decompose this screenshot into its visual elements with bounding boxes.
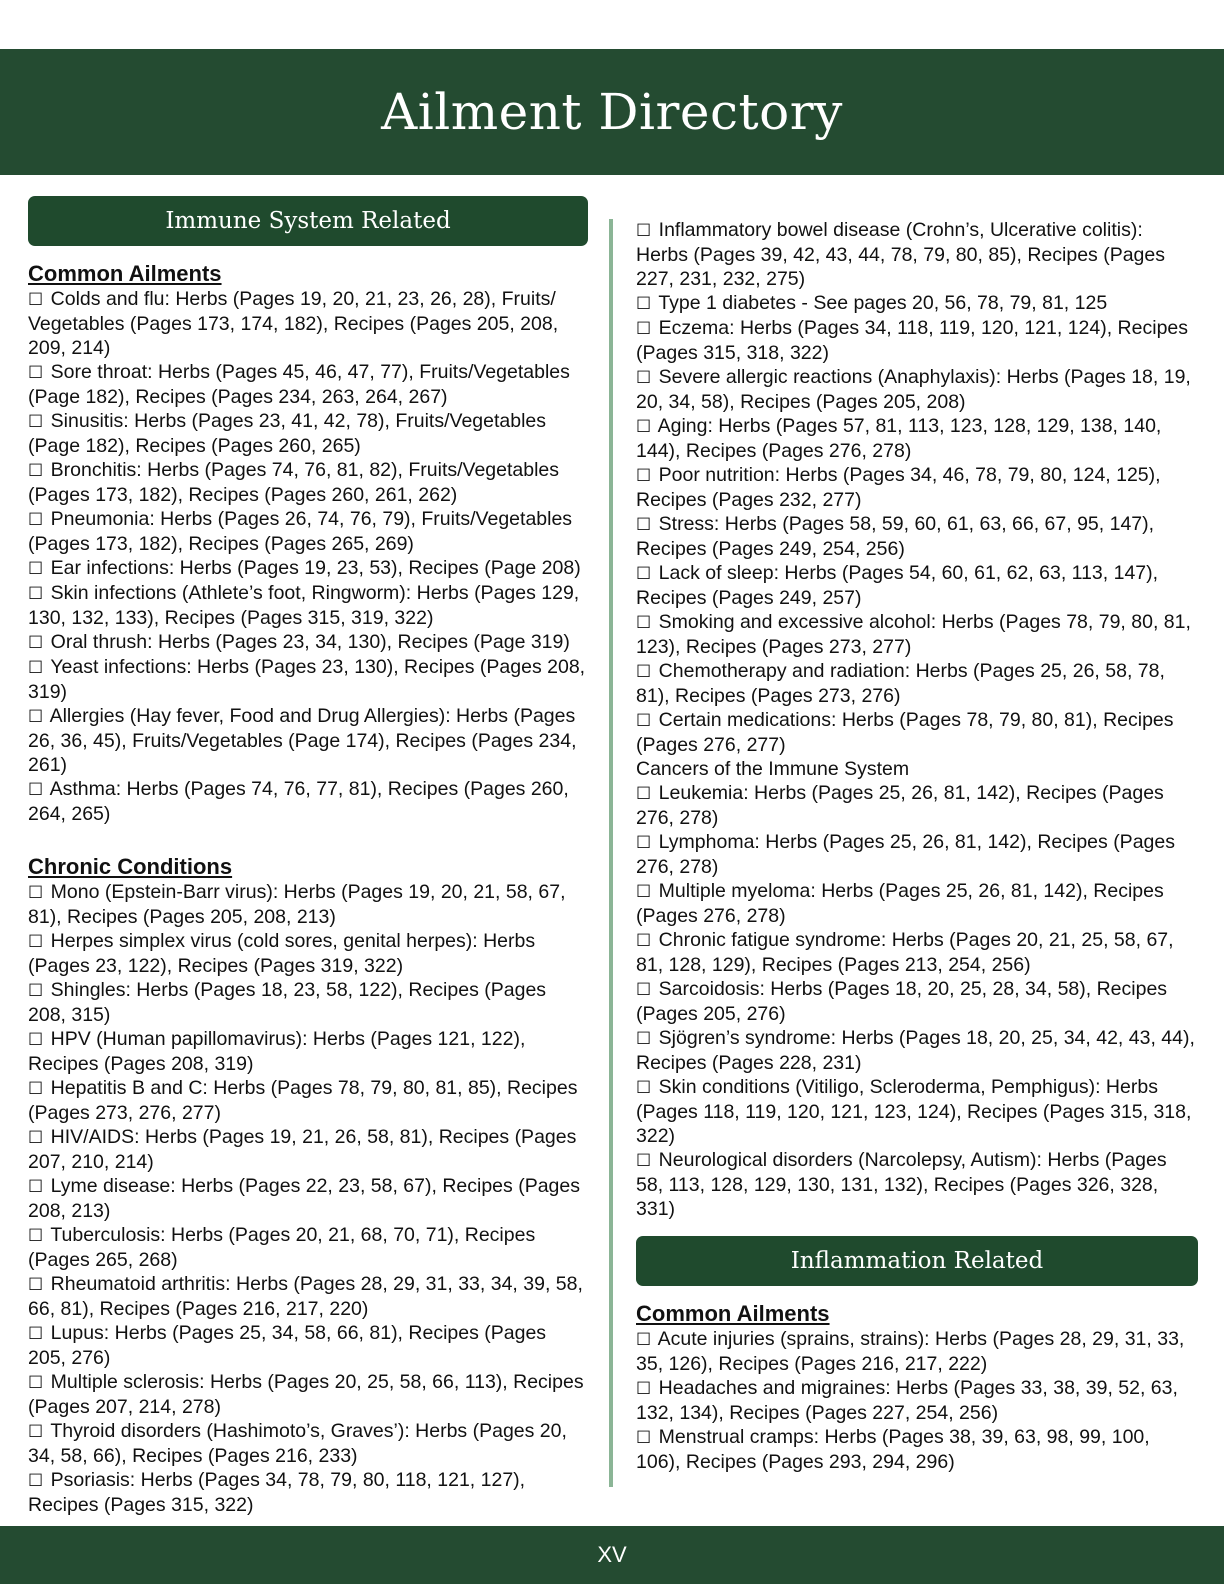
checkbox-icon[interactable]: ☐ <box>28 1422 44 1442</box>
list-item-text: Poor nutrition: Herbs (Pages 34, 46, 78, 79, 80, 124, 125), Recipes (Pages 232, 277) <box>636 464 1161 511</box>
list-item <box>28 1174 588 1223</box>
list-item-text: Sore throat: Herbs (Pages 45, 46, 47, 77), Fruits/Vegetables (Page 182), Recipes (Pages 234, 263, 264, 267) <box>28 361 570 408</box>
checkbox-icon[interactable]: ☐ <box>28 461 44 481</box>
list-item-text: Mono (Epstein-Barr virus): Herbs (Pages 19, 20, 21, 58, 67, 81), Recipes (Pages 205, 208, 213) <box>28 881 566 928</box>
list-item <box>28 556 588 581</box>
checkbox-icon[interactable]: ☐ <box>28 981 44 1001</box>
checkbox-icon[interactable]: ☐ <box>636 931 652 951</box>
list-item <box>636 1376 1198 1425</box>
list-item <box>636 316 1198 365</box>
list-item-text: Thyroid disorders (Hashimoto’s, Graves’): Herbs (Pages 20, 34, 58, 66), Recipes (Pages 216, 233) <box>28 1420 567 1467</box>
list-item-text: Inflammatory bowel disease (Crohn’s, Ulcerative colitis): Herbs (Pages 39, 42, 43, 44, 78, 79, 80, 85), Recipes (Pages 227, 231, 232, 275) <box>636 219 1165 290</box>
list-item <box>636 1075 1198 1148</box>
list-item <box>636 610 1198 659</box>
list-item-text: Headaches and migraines: Herbs (Pages 33, 38, 39, 52, 63, 132, 134), Recipes (Pages 227, 254, 256) <box>636 1377 1178 1424</box>
list-item-text: Eczema: Herbs (Pages 34, 118, 119, 120, 121, 124), Recipes (Pages 315, 318, 322) <box>636 317 1189 364</box>
list-item-text: HIV/AIDS: Herbs (Pages 19, 21, 26, 58, 81), Recipes (Pages 207, 210, 214) <box>28 1126 577 1173</box>
page-title: Ailment Directory <box>381 83 843 141</box>
checkbox-icon[interactable]: ☐ <box>28 658 44 678</box>
checkbox-icon[interactable]: ☐ <box>28 780 44 800</box>
chronic-conditions-heading: Chronic Conditions <box>28 854 233 879</box>
list-item-text: Ear infections: Herbs (Pages 19, 23, 53), Recipes (Page 208) <box>50 557 581 579</box>
list-item-text: Colds and flu: Herbs (Pages 19, 20, 21, 23, 26, 28), Fruits/ Vegetables (Pages 173, 174, 182), Recipes (Pages 205, 208, 209, 214) <box>28 288 559 359</box>
list-item-text: Neurological disorders (Narcolepsy, Autism): Herbs (Pages 58, 113, 128, 129, 130, 131, 132), Recipes (Pages 326, 328, 331) <box>636 1149 1167 1220</box>
list-item <box>636 365 1198 414</box>
list-item-text: Oral thrush: Herbs (Pages 23, 34, 130), Recipes (Page 319) <box>50 631 570 653</box>
checkbox-icon[interactable]: ☐ <box>28 1275 44 1295</box>
checkbox-icon[interactable]: ☐ <box>636 319 652 339</box>
list-item <box>28 581 588 630</box>
list-item <box>636 291 1198 316</box>
list-item-text: Bronchitis: Herbs (Pages 74, 76, 81, 82), Fruits/Vegetables (Pages 173, 182), Recipes (Pages 260, 261, 262) <box>28 459 560 506</box>
list-item-text: Lupus: Herbs (Pages 25, 34, 58, 66, 81), Recipes (Pages 205, 276) <box>28 1322 547 1369</box>
list-item-text: Leukemia: Herbs (Pages 25, 26, 81, 142), Recipes (Pages 276, 278) <box>636 782 1164 829</box>
list-item <box>636 1327 1198 1376</box>
list-item <box>28 777 588 826</box>
checkbox-icon[interactable]: ☐ <box>28 707 44 727</box>
header-band <box>0 49 1224 175</box>
list-item <box>636 781 1198 830</box>
immune-system-banner: Immune System Related <box>28 196 588 246</box>
list-item-text: Aging: Herbs (Pages 57, 81, 113, 123, 128, 129, 138, 140, 144), Recipes (Pages 276, 278) <box>636 415 1162 462</box>
list-item-text: Chronic fatigue syndrome: Herbs (Pages 20, 21, 25, 58, 67, 81, 128, 129), Recipes (Pages 213, 254, 256) <box>636 929 1174 976</box>
list-item-text: Yeast infections: Herbs (Pages 23, 130), Recipes (Pages 208, 319) <box>28 656 586 703</box>
list-item <box>636 659 1198 708</box>
cancers-list <box>636 781 1198 1221</box>
checkbox-icon[interactable]: ☐ <box>28 1324 44 1344</box>
checkbox-icon[interactable]: ☐ <box>28 510 44 530</box>
checkbox-icon[interactable]: ☐ <box>636 515 652 535</box>
column-divider <box>609 219 613 1487</box>
list-item <box>28 655 588 704</box>
checkbox-icon[interactable]: ☐ <box>28 1128 44 1148</box>
list-item-text: Rheumatoid arthritis: Herbs (Pages 28, 29, 31, 33, 34, 39, 58, 66, 81), Recipes (Pages 216, 217, 220) <box>28 1273 583 1320</box>
checkbox-icon[interactable]: ☐ <box>636 466 652 486</box>
checkbox-icon[interactable]: ☐ <box>636 294 652 314</box>
common-ailments-heading: Common Ailments <box>28 261 222 286</box>
list-item <box>28 880 588 929</box>
list-item <box>28 1419 588 1468</box>
list-item-text: Hepatitis B and C: Herbs (Pages 78, 79, 80, 81, 85), Recipes (Pages 273, 276, 277) <box>28 1077 578 1124</box>
list-item-text: Acute injuries (sprains, strains): Herbs (Pages 28, 29, 31, 33, 35, 126), Recipes (Pages 216, 217, 222) <box>636 1328 1185 1375</box>
list-item-text: Lymphoma: Herbs (Pages 25, 26, 81, 142), Recipes (Pages 276, 278) <box>636 831 1175 878</box>
list-item <box>636 1148 1198 1221</box>
list-item <box>28 1027 588 1076</box>
list-item <box>28 409 588 458</box>
list-item-text: Sjögren’s syndrome: Herbs (Pages 18, 20, 25, 34, 42, 43, 44), Recipes (Pages 228, 231) <box>636 1027 1195 1074</box>
list-item-text: Certain medications: Herbs (Pages 78, 79, 80, 81), Recipes (Pages 276, 277) <box>636 709 1174 756</box>
list-item-text: Sarcoidosis: Herbs (Pages 18, 20, 25, 28, 34, 58), Recipes (Pages 205, 276) <box>636 978 1168 1025</box>
checkbox-icon[interactable]: ☐ <box>28 290 44 310</box>
checkbox-icon[interactable]: ☐ <box>636 1330 652 1350</box>
list-item <box>28 507 588 556</box>
list-item <box>636 879 1198 928</box>
list-item <box>636 977 1198 1026</box>
checkbox-icon[interactable]: ☐ <box>636 613 652 633</box>
list-item-text: Skin conditions (Vitiligo, Scleroderma, Pemphigus): Herbs (Pages 118, 119, 120, 121, 123, 124), Recipes (Pages 315, 318, 322) <box>636 1076 1192 1147</box>
checkbox-icon[interactable]: ☐ <box>636 980 652 1000</box>
list-item-text: Stress: Herbs (Pages 58, 59, 60, 61, 63, 66, 67, 95, 147), Recipes (Pages 249, 254, 256) <box>636 513 1155 560</box>
list-item-text: Type 1 diabetes - See pages 20, 56, 78, 79, 81, 125 <box>658 292 1108 314</box>
list-item-text: Severe allergic reactions (Anaphylaxis): Herbs (Pages 18, 19, 20, 34, 58), Recipes (Pages 205, 208) <box>636 366 1191 413</box>
list-item <box>28 1223 588 1272</box>
checkbox-icon[interactable]: ☐ <box>28 559 44 579</box>
list-item <box>636 218 1198 291</box>
checkbox-icon[interactable]: ☐ <box>28 883 44 903</box>
list-item-text: Lack of sleep: Herbs (Pages 54, 60, 61, 62, 63, 113, 147), Recipes (Pages 249, 257) <box>636 562 1159 609</box>
checkbox-icon[interactable]: ☐ <box>28 1079 44 1099</box>
list-item <box>28 1370 588 1419</box>
inflammation-banner: Inflammation Related <box>636 1236 1198 1286</box>
checkbox-icon[interactable]: ☐ <box>636 1151 652 1171</box>
left-column <box>28 196 588 1517</box>
right-column <box>636 218 1198 1474</box>
list-item <box>636 512 1198 561</box>
checkbox-icon[interactable]: ☐ <box>28 1226 44 1246</box>
list-item <box>636 561 1198 610</box>
list-item-text: Multiple myeloma: Herbs (Pages 25, 26, 81, 142), Recipes (Pages 276, 278) <box>636 880 1164 927</box>
checkbox-icon[interactable]: ☐ <box>636 882 652 902</box>
checkbox-icon[interactable]: ☐ <box>636 368 652 388</box>
checkbox-icon[interactable]: ☐ <box>28 633 44 653</box>
list-item <box>28 1321 588 1370</box>
list-item <box>636 1026 1198 1075</box>
list-item <box>28 978 588 1027</box>
checkbox-icon[interactable]: ☐ <box>28 412 44 432</box>
list-item <box>28 1076 588 1125</box>
common-ailments-list <box>28 287 588 826</box>
checkbox-icon[interactable]: ☐ <box>28 363 44 383</box>
list-item <box>28 1272 588 1321</box>
list-item <box>28 360 588 409</box>
checkbox-icon[interactable]: ☐ <box>636 1379 652 1399</box>
list-item-text: Herpes simplex virus (cold sores, genital herpes): Herbs (Pages 23, 122), Recipes (Pages 319, 322) <box>28 930 536 977</box>
list-item-text: Lyme disease: Herbs (Pages 22, 23, 58, 67), Recipes (Pages 208, 213) <box>28 1175 580 1222</box>
checkbox-icon[interactable]: ☐ <box>636 1029 652 1049</box>
footer-band <box>0 1526 1224 1584</box>
list-item <box>28 1468 588 1517</box>
list-item <box>636 708 1198 757</box>
page-number: XV <box>597 1542 627 1567</box>
chronic-conditions-list <box>28 880 588 1517</box>
checkbox-icon[interactable]: ☐ <box>28 584 44 604</box>
list-item <box>28 287 588 360</box>
list-item <box>636 928 1198 977</box>
list-item <box>636 414 1198 463</box>
list-item <box>28 929 588 978</box>
list-item-text: Smoking and excessive alcohol: Herbs (Pages 78, 79, 80, 81, 123), Recipes (Pages 273, 277) <box>636 611 1191 658</box>
checkbox-icon[interactable]: ☐ <box>636 1078 652 1098</box>
list-item <box>28 1125 588 1174</box>
checkbox-icon[interactable]: ☐ <box>28 1030 44 1050</box>
list-item-text: HPV (Human papillomavirus): Herbs (Pages 121, 122), Recipes (Pages 208, 319) <box>28 1028 526 1075</box>
checkbox-icon[interactable]: ☐ <box>636 417 652 437</box>
list-item-text: Tuberculosis: Herbs (Pages 20, 21, 68, 70, 71), Recipes (Pages 265, 268) <box>28 1224 536 1271</box>
list-item-text: Multiple sclerosis: Herbs (Pages 20, 25, 58, 66, 113), Recipes (Pages 207, 214, 278) <box>28 1371 584 1418</box>
list-item-text: Shingles: Herbs (Pages 18, 23, 58, 122), Recipes (Pages 208, 315) <box>28 979 547 1026</box>
checkbox-icon[interactable]: ☐ <box>636 662 652 682</box>
checkbox-icon[interactable]: ☐ <box>28 1177 44 1197</box>
checkbox-icon[interactable]: ☐ <box>636 833 652 853</box>
list-item-text: Sinusitis: Herbs (Pages 23, 41, 42, 78), Fruits/Vegetables (Page 182), Recipes (Pages 260, 265) <box>28 410 547 457</box>
list-item <box>636 463 1198 512</box>
list-item <box>28 630 588 655</box>
list-item-text: Skin infections (Athlete’s foot, Ringworm): Herbs (Pages 129, 130, 132, 133), Recipes (Pages 315, 319, 322) <box>28 582 580 629</box>
cancers-heading: Cancers of the Immune System <box>636 758 910 780</box>
checkbox-icon[interactable]: ☐ <box>636 784 652 804</box>
checkbox-icon[interactable]: ☐ <box>28 1373 44 1393</box>
checkbox-icon[interactable]: ☐ <box>28 1471 44 1491</box>
continued-ailments-list <box>636 218 1198 757</box>
list-item <box>28 458 588 507</box>
list-item-text: Psoriasis: Herbs (Pages 34, 78, 79, 80, 118, 121, 127), Recipes (Pages 315, 322) <box>28 1469 526 1516</box>
list-item <box>636 1425 1198 1474</box>
checkbox-icon[interactable]: ☐ <box>636 1428 652 1448</box>
list-item <box>28 704 588 777</box>
checkbox-icon[interactable]: ☐ <box>636 221 652 241</box>
inflammation-ailments-list <box>636 1327 1198 1474</box>
inflammation-common-heading: Common Ailments <box>636 1301 830 1326</box>
list-item-text: Asthma: Herbs (Pages 74, 76, 77, 81), Recipes (Pages 260, 264, 265) <box>28 778 569 825</box>
list-item-text: Chemotherapy and radiation: Herbs (Pages 25, 26, 58, 78, 81), Recipes (Pages 273, 276) <box>636 660 1165 707</box>
list-item-text: Menstrual cramps: Herbs (Pages 38, 39, 63, 98, 99, 100, 106), Recipes (Pages 293, 294, 296) <box>636 1426 1150 1473</box>
checkbox-icon[interactable]: ☐ <box>636 711 652 731</box>
list-item-text: Allergies (Hay fever, Food and Drug Allergies): Herbs (Pages 26, 36, 45), Fruits/Vegetables (Page 174), Recipes (Pages 234, 261) <box>28 705 577 776</box>
checkbox-icon[interactable]: ☐ <box>28 932 44 952</box>
checkbox-icon[interactable]: ☐ <box>636 564 652 584</box>
list-item <box>636 830 1198 879</box>
list-item-text: Pneumonia: Herbs (Pages 26, 74, 76, 79), Fruits/Vegetables (Pages 173, 182), Recipes (Pages 265, 269) <box>28 508 573 555</box>
